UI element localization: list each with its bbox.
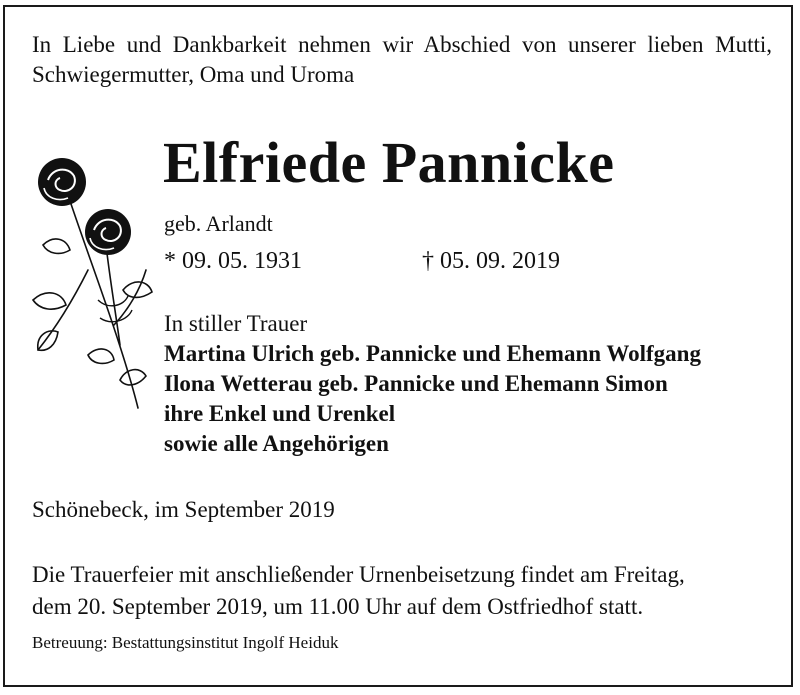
funeral-line: Die Trauerfeier mit anschließender Urnenbeisetzung findet am Freitag, xyxy=(32,562,685,587)
funeral-home-credit: Betreuung: Bestattungsinstitut Ingolf Heiduk xyxy=(32,633,339,652)
mourner-line: Ilona Wetterau geb. Pannicke und Ehemann Simon xyxy=(164,371,668,396)
place-and-date: Schönebeck, im September 2019 xyxy=(32,497,335,522)
intro-text: In Liebe und Dankbarkeit nehmen wir Abschied von unserer lieben Mutti, Schwiegermutter, Oma und Uroma xyxy=(32,32,772,87)
mourner-line: ihre Enkel und Urenkel xyxy=(164,401,396,426)
roses-illustration-icon xyxy=(28,150,158,415)
mourning-heading: In stiller Trauer xyxy=(164,311,308,336)
funeral-info xyxy=(32,559,772,623)
funeral-line: dem 20. September 2019, um 11.00 Uhr auf dem Ostfriedhof statt. xyxy=(32,594,644,619)
mourners-block xyxy=(164,309,784,459)
death-date: † 05. 09. 2019 xyxy=(422,248,560,274)
maiden-name: geb. Arlandt xyxy=(164,211,273,236)
mourner-line: Martina Ulrich geb. Pannicke und Ehemann Wolfgang xyxy=(164,341,701,366)
birth-date: * 09. 05. 1931 xyxy=(164,248,302,274)
mourner-line: sowie alle Angehörigen xyxy=(164,431,389,456)
deceased-name: Elfriede Pannicke xyxy=(163,130,615,195)
